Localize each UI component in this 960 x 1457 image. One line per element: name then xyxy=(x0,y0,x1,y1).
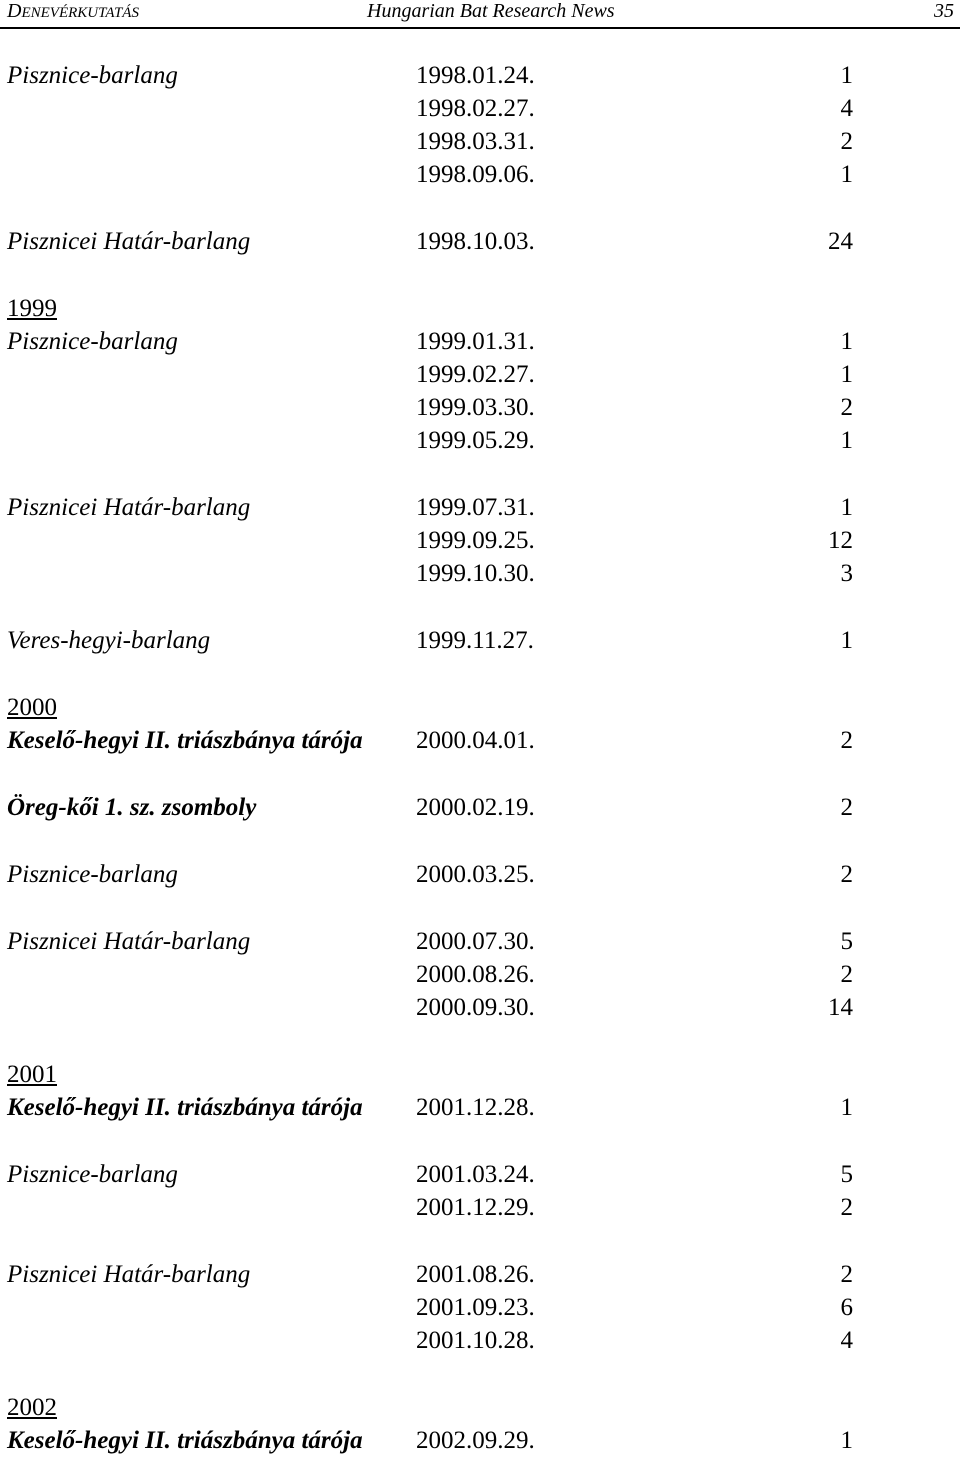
observation-date: 1999.05.29. xyxy=(416,427,535,454)
observation-date: 2001.09.23. xyxy=(416,1294,535,1321)
observation-row xyxy=(0,992,960,1024)
site-name: Keselő-hegyi II. triászbánya tárója xyxy=(7,727,363,754)
observation-date: 1999.11.27. xyxy=(416,627,534,654)
observation-row xyxy=(0,725,960,757)
section-title-initial: D xyxy=(7,0,22,22)
bat-count: 1 xyxy=(840,328,853,355)
bat-count: 2 xyxy=(840,1261,853,1288)
journal-title: Hungarian Bat Research News xyxy=(367,0,615,22)
bat-count: 2 xyxy=(840,727,853,754)
observation-date: 1999.03.30. xyxy=(416,394,535,421)
bat-count: 3 xyxy=(840,560,853,587)
observation-date: 2000.04.01. xyxy=(416,727,535,754)
bat-count: 2 xyxy=(840,861,853,888)
bat-count: 1 xyxy=(840,1094,853,1121)
bat-count: 1 xyxy=(840,361,853,388)
bat-count: 2 xyxy=(840,394,853,421)
observation-date: 2001.12.28. xyxy=(416,1094,535,1121)
site-name: Öreg-kői 1. sz. zsomboly xyxy=(7,794,257,821)
section-title-rest: ENEVÉRKUTATÁS xyxy=(21,5,139,21)
observation-date: 1998.03.31. xyxy=(416,128,535,155)
site-name: Keselő-hegyi II. triászbánya tárója xyxy=(7,1427,363,1454)
observation-date: 2000.07.30. xyxy=(416,928,535,955)
observation-row xyxy=(0,1192,960,1224)
observation-date: 1998.02.27. xyxy=(416,95,535,122)
bat-count: 6 xyxy=(840,1294,853,1321)
bat-count: 2 xyxy=(840,961,853,988)
observation-date: 1999.02.27. xyxy=(416,361,535,388)
observation-row xyxy=(0,1325,960,1357)
observation-row xyxy=(0,492,960,524)
bat-count: 1 xyxy=(840,1427,853,1454)
bat-count: 4 xyxy=(840,95,853,122)
bat-count: 24 xyxy=(828,228,853,255)
bat-count: 1 xyxy=(840,62,853,89)
observation-row xyxy=(0,1092,960,1124)
observation-row xyxy=(0,959,960,991)
observation-row xyxy=(0,159,960,191)
bat-count: 2 xyxy=(840,1194,853,1221)
observation-date: 2000.09.30. xyxy=(416,994,535,1021)
observation-row xyxy=(0,859,960,891)
site-name: Pisznicei Határ-barlang xyxy=(7,494,251,521)
observation-row xyxy=(0,60,960,92)
bat-count: 1 xyxy=(840,427,853,454)
site-name: Pisznice-barlang xyxy=(7,861,178,888)
observation-row xyxy=(0,226,960,258)
observation-date: 2000.08.26. xyxy=(416,961,535,988)
observation-row xyxy=(0,93,960,125)
observation-date: 1999.01.31. xyxy=(416,328,535,355)
year-heading-row xyxy=(0,692,960,724)
observation-row xyxy=(0,926,960,958)
site-name: Pisznice-barlang xyxy=(7,328,178,355)
observation-row xyxy=(0,625,960,657)
site-name: Veres-hegyi-barlang xyxy=(7,627,211,654)
observation-row xyxy=(0,525,960,557)
year-heading: 2002 xyxy=(7,1394,57,1421)
observation-date: 2001.10.28. xyxy=(416,1327,535,1354)
year-heading-row xyxy=(0,1059,960,1091)
site-name: Pisznice-barlang xyxy=(7,1161,178,1188)
year-heading: 2000 xyxy=(7,694,57,721)
bat-count: 12 xyxy=(828,527,853,554)
year-heading: 2001 xyxy=(7,1061,57,1088)
observation-row xyxy=(0,558,960,590)
year-heading-row xyxy=(0,293,960,325)
bat-count: 1 xyxy=(840,627,853,654)
observation-date: 1999.10.30. xyxy=(416,560,535,587)
bat-count: 1 xyxy=(840,494,853,521)
observation-date: 2001.12.29. xyxy=(416,1194,535,1221)
observation-date: 2000.02.19. xyxy=(416,794,535,821)
observation-row xyxy=(0,792,960,824)
page-number: 35 xyxy=(934,0,954,22)
site-name: Pisznicei Határ-barlang xyxy=(7,928,251,955)
site-name: Pisznicei Határ-barlang xyxy=(7,228,251,255)
observation-date: 2000.03.25. xyxy=(416,861,535,888)
observation-date: 1998.09.06. xyxy=(416,161,535,188)
bat-count: 4 xyxy=(840,1327,853,1354)
observation-date: 2001.08.26. xyxy=(416,1261,535,1288)
bat-count: 5 xyxy=(840,1161,853,1188)
observation-date: 1998.01.24. xyxy=(416,62,535,89)
site-name: Pisznice-barlang xyxy=(7,62,178,89)
bat-count: 2 xyxy=(840,794,853,821)
observation-row xyxy=(0,126,960,158)
year-heading: 1999 xyxy=(7,295,57,322)
bat-count: 1 xyxy=(840,161,853,188)
observation-row xyxy=(0,425,960,457)
observation-row xyxy=(0,1292,960,1324)
site-name: Keselő-hegyi II. triászbánya tárója xyxy=(7,1094,363,1121)
observation-row xyxy=(0,359,960,391)
bat-count: 5 xyxy=(840,928,853,955)
observation-date: 2002.09.29. xyxy=(416,1427,535,1454)
site-name: Pisznicei Határ-barlang xyxy=(7,1261,251,1288)
observation-row xyxy=(0,392,960,424)
bat-count: 2 xyxy=(840,128,853,155)
observation-row xyxy=(0,326,960,358)
observation-date: 1999.07.31. xyxy=(416,494,535,521)
observation-row xyxy=(0,1259,960,1291)
year-heading-row xyxy=(0,1392,960,1424)
observation-row xyxy=(0,1159,960,1191)
observation-row xyxy=(0,1425,960,1457)
observation-date: 1998.10.03. xyxy=(416,228,535,255)
observation-date: 2001.03.24. xyxy=(416,1161,535,1188)
bat-count: 14 xyxy=(828,994,853,1021)
observation-date: 1999.09.25. xyxy=(416,527,535,554)
